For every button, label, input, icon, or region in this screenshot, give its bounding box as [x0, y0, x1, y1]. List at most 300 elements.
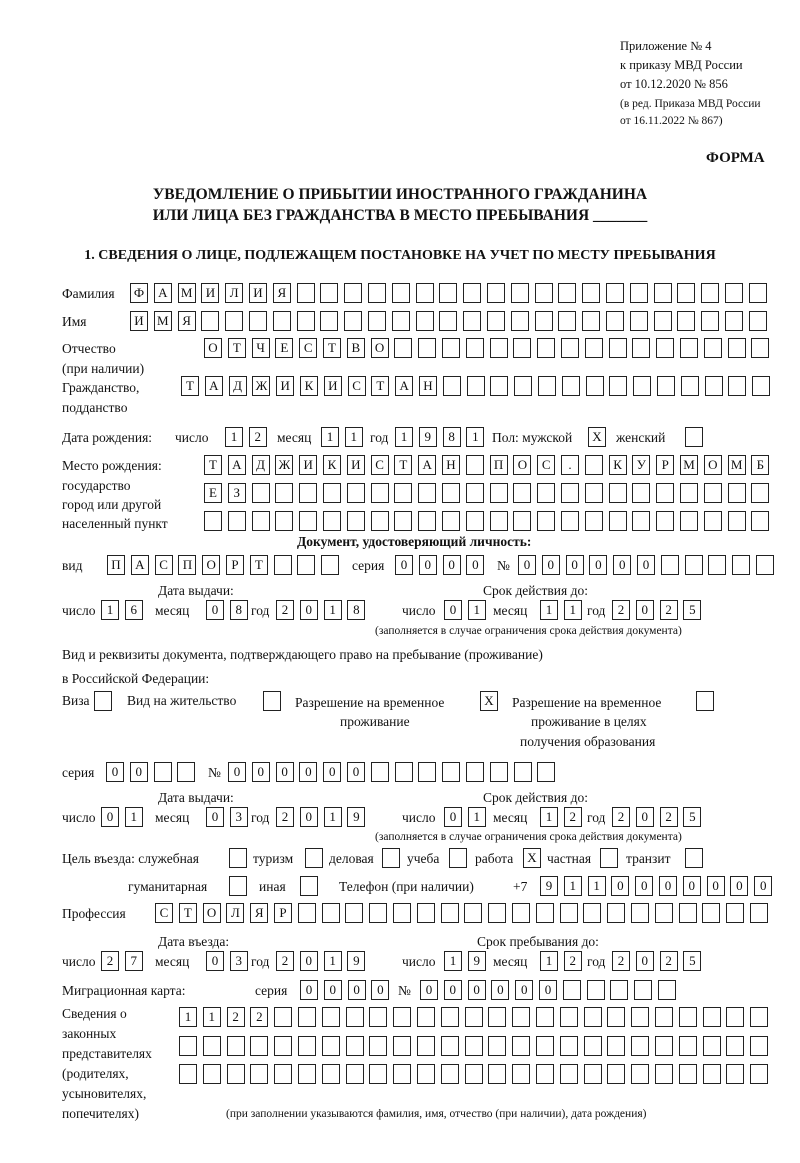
- reps-row3-box[interactable]: [465, 1064, 483, 1084]
- id-issue-year-box[interactable]: 2: [276, 600, 294, 620]
- patronymic-box[interactable]: [418, 338, 436, 358]
- stay-year-box[interactable]: 2: [660, 951, 678, 971]
- id-issue-month-box[interactable]: 0: [206, 600, 224, 620]
- entry-month-box[interactable]: 3: [230, 951, 248, 971]
- reps-row1-box[interactable]: [560, 1007, 578, 1027]
- profession-box[interactable]: [750, 903, 768, 923]
- profession-box[interactable]: [464, 903, 482, 923]
- surname-box[interactable]: [535, 283, 553, 303]
- reps-row3-box[interactable]: [536, 1064, 554, 1084]
- surname-box[interactable]: [439, 283, 457, 303]
- reps-row3-box[interactable]: [560, 1064, 578, 1084]
- birthplace-row3-box[interactable]: [728, 511, 746, 531]
- birthplace-row1-box[interactable]: Б: [751, 455, 769, 475]
- purpose-humanitarian-box[interactable]: [229, 876, 247, 896]
- reps-row2-box[interactable]: [417, 1036, 435, 1056]
- reps-row2-box[interactable]: [703, 1036, 721, 1056]
- name-box[interactable]: [368, 311, 386, 331]
- id-number-box[interactable]: 0: [566, 555, 584, 575]
- mc-number-box[interactable]: [587, 980, 605, 1000]
- permit-number-box[interactable]: [490, 762, 508, 782]
- permit-number-box[interactable]: [514, 762, 532, 782]
- stay-year-box[interactable]: 5: [683, 951, 701, 971]
- permit-series-box[interactable]: 0: [130, 762, 148, 782]
- birthplace-row1-box[interactable]: А: [228, 455, 246, 475]
- patronymic-box[interactable]: [728, 338, 746, 358]
- permit-issue-day-box[interactable]: 1: [125, 807, 143, 827]
- stay-day-box[interactable]: 9: [468, 951, 486, 971]
- birth-month-box[interactable]: 1: [321, 427, 339, 447]
- reps-row2-box[interactable]: [274, 1036, 292, 1056]
- name-box[interactable]: [677, 311, 695, 331]
- reps-row3-box[interactable]: [298, 1064, 316, 1084]
- permit-valid-year-box[interactable]: 5: [683, 807, 701, 827]
- profession-box[interactable]: [417, 903, 435, 923]
- stay-month-box[interactable]: 2: [564, 951, 582, 971]
- mc-number-box[interactable]: [634, 980, 652, 1000]
- mc-number-box[interactable]: [658, 980, 676, 1000]
- name-box[interactable]: [439, 311, 457, 331]
- residence-permit-box[interactable]: [263, 691, 281, 711]
- surname-box[interactable]: [725, 283, 743, 303]
- birthplace-row1-box[interactable]: С: [537, 455, 555, 475]
- id-series-box[interactable]: 0: [419, 555, 437, 575]
- patronymic-box[interactable]: [632, 338, 650, 358]
- permit-issue-year-box[interactable]: 9: [347, 807, 365, 827]
- id-series-box[interactable]: 0: [443, 555, 461, 575]
- purpose-study-box[interactable]: [449, 848, 467, 868]
- surname-box[interactable]: А: [154, 283, 172, 303]
- name-box[interactable]: [463, 311, 481, 331]
- birthplace-row3-box[interactable]: [751, 511, 769, 531]
- birthplace-row1-box[interactable]: О: [513, 455, 531, 475]
- reps-row2-box[interactable]: [679, 1036, 697, 1056]
- birthplace-row1-box[interactable]: М: [728, 455, 746, 475]
- permit-valid-day-box[interactable]: 0: [444, 807, 462, 827]
- birthplace-row1-box[interactable]: У: [632, 455, 650, 475]
- name-box[interactable]: [201, 311, 219, 331]
- birthplace-row1-box[interactable]: Т: [394, 455, 412, 475]
- visa-box[interactable]: [94, 691, 112, 711]
- reps-row1-box[interactable]: 2: [227, 1007, 245, 1027]
- permit-issue-year-box[interactable]: 1: [324, 807, 342, 827]
- reps-row1-box[interactable]: [726, 1007, 744, 1027]
- birthplace-row2-box[interactable]: [442, 483, 460, 503]
- reps-row1-box[interactable]: [488, 1007, 506, 1027]
- patronymic-box[interactable]: [704, 338, 722, 358]
- reps-row2-box[interactable]: [369, 1036, 387, 1056]
- sex-female-box[interactable]: [685, 427, 703, 447]
- profession-box[interactable]: [560, 903, 578, 923]
- birthplace-row3-box[interactable]: [632, 511, 650, 531]
- reps-row2-box[interactable]: [393, 1036, 411, 1056]
- permit-valid-year-box[interactable]: 2: [612, 807, 630, 827]
- citizenship-box[interactable]: [514, 376, 532, 396]
- reps-row1-box[interactable]: [369, 1007, 387, 1027]
- profession-box[interactable]: [441, 903, 459, 923]
- profession-box[interactable]: Л: [226, 903, 244, 923]
- birthplace-row3-box[interactable]: [252, 511, 270, 531]
- surname-box[interactable]: [630, 283, 648, 303]
- reps-row2-box[interactable]: [631, 1036, 649, 1056]
- entry-month-box[interactable]: 0: [206, 951, 224, 971]
- profession-box[interactable]: [322, 903, 340, 923]
- id-number-box[interactable]: 0: [589, 555, 607, 575]
- entry-day-box[interactable]: 2: [101, 951, 119, 971]
- name-box[interactable]: [273, 311, 291, 331]
- birthplace-row1-box[interactable]: Н: [442, 455, 460, 475]
- id-valid-year-box[interactable]: 2: [612, 600, 630, 620]
- reps-row2-box[interactable]: [584, 1036, 602, 1056]
- birthplace-row2-box[interactable]: [537, 483, 555, 503]
- birthplace-row3-box[interactable]: [394, 511, 412, 531]
- phone-box[interactable]: 0: [754, 876, 772, 896]
- reps-row3-box[interactable]: [322, 1064, 340, 1084]
- id-number-box[interactable]: [732, 555, 750, 575]
- reps-row1-box[interactable]: [584, 1007, 602, 1027]
- reps-row1-box[interactable]: [679, 1007, 697, 1027]
- reps-row1-box[interactable]: [631, 1007, 649, 1027]
- birthplace-row1-box[interactable]: Ж: [275, 455, 293, 475]
- profession-box[interactable]: [726, 903, 744, 923]
- surname-box[interactable]: [297, 283, 315, 303]
- phone-box[interactable]: 1: [588, 876, 606, 896]
- birthplace-row1-box[interactable]: И: [347, 455, 365, 475]
- birth-month-box[interactable]: 1: [345, 427, 363, 447]
- reps-row3-box[interactable]: [655, 1064, 673, 1084]
- surname-box[interactable]: Я: [273, 283, 291, 303]
- reps-row2-box[interactable]: [322, 1036, 340, 1056]
- surname-box[interactable]: Л: [225, 283, 243, 303]
- id-kind-box[interactable]: [321, 555, 339, 575]
- name-box[interactable]: [392, 311, 410, 331]
- birthplace-row3-box[interactable]: [275, 511, 293, 531]
- profession-box[interactable]: [583, 903, 601, 923]
- name-box[interactable]: [535, 311, 553, 331]
- birthplace-row1-box[interactable]: О: [704, 455, 722, 475]
- reps-row3-box[interactable]: [512, 1064, 530, 1084]
- citizenship-box[interactable]: А: [205, 376, 223, 396]
- birthplace-row3-box[interactable]: [513, 511, 531, 531]
- patronymic-box[interactable]: Е: [275, 338, 293, 358]
- permit-valid-month-box[interactable]: 1: [540, 807, 558, 827]
- name-box[interactable]: [344, 311, 362, 331]
- reps-row1-box[interactable]: [536, 1007, 554, 1027]
- reps-row2-box[interactable]: [179, 1036, 197, 1056]
- profession-box[interactable]: [298, 903, 316, 923]
- profession-box[interactable]: С: [155, 903, 173, 923]
- permit-series-box[interactable]: [177, 762, 195, 782]
- birthplace-row3-box[interactable]: [418, 511, 436, 531]
- reps-row1-box[interactable]: [512, 1007, 530, 1027]
- surname-box[interactable]: М: [178, 283, 196, 303]
- permit-number-box[interactable]: 0: [228, 762, 246, 782]
- permit-issue-year-box[interactable]: 2: [276, 807, 294, 827]
- reps-row1-box[interactable]: [393, 1007, 411, 1027]
- entry-day-box[interactable]: 7: [125, 951, 143, 971]
- citizenship-box[interactable]: [752, 376, 770, 396]
- phone-box[interactable]: 0: [707, 876, 725, 896]
- reps-row1-box[interactable]: [465, 1007, 483, 1027]
- patronymic-box[interactable]: [751, 338, 769, 358]
- reps-row3-box[interactable]: [179, 1064, 197, 1084]
- id-number-box[interactable]: 0: [613, 555, 631, 575]
- birthplace-row2-box[interactable]: [751, 483, 769, 503]
- reps-row3-box[interactable]: [607, 1064, 625, 1084]
- name-box[interactable]: [630, 311, 648, 331]
- surname-box[interactable]: И: [201, 283, 219, 303]
- purpose-other-box[interactable]: [300, 876, 318, 896]
- name-box[interactable]: [249, 311, 267, 331]
- reps-row3-box[interactable]: [250, 1064, 268, 1084]
- surname-box[interactable]: [582, 283, 600, 303]
- patronymic-box[interactable]: Т: [228, 338, 246, 358]
- patronymic-box[interactable]: [609, 338, 627, 358]
- name-box[interactable]: М: [154, 311, 172, 331]
- birthplace-row3-box[interactable]: [466, 511, 484, 531]
- reps-row1-box[interactable]: [655, 1007, 673, 1027]
- surname-box[interactable]: И: [249, 283, 267, 303]
- citizenship-box[interactable]: [538, 376, 556, 396]
- reps-row3-box[interactable]: [393, 1064, 411, 1084]
- id-valid-year-box[interactable]: 0: [636, 600, 654, 620]
- birthplace-row2-box[interactable]: [394, 483, 412, 503]
- reps-row3-box[interactable]: [227, 1064, 245, 1084]
- patronymic-box[interactable]: [513, 338, 531, 358]
- birthplace-row3-box[interactable]: [323, 511, 341, 531]
- mc-number-box[interactable]: 0: [468, 980, 486, 1000]
- birthplace-row1-box[interactable]: А: [418, 455, 436, 475]
- name-box[interactable]: [297, 311, 315, 331]
- birthplace-row3-box[interactable]: [299, 511, 317, 531]
- reps-row3-box[interactable]: [750, 1064, 768, 1084]
- permit-issue-month-box[interactable]: 0: [206, 807, 224, 827]
- birthplace-row2-box[interactable]: [275, 483, 293, 503]
- birthplace-row2-box[interactable]: [585, 483, 603, 503]
- birthplace-row2-box[interactable]: [680, 483, 698, 503]
- birthplace-row2-box[interactable]: Е: [204, 483, 222, 503]
- reps-row3-box[interactable]: [417, 1064, 435, 1084]
- surname-box[interactable]: [463, 283, 481, 303]
- reps-row2-box[interactable]: [203, 1036, 221, 1056]
- mc-number-box[interactable]: 0: [539, 980, 557, 1000]
- citizenship-box[interactable]: К: [300, 376, 318, 396]
- name-box[interactable]: [701, 311, 719, 331]
- birthplace-row3-box[interactable]: [204, 511, 222, 531]
- surname-box[interactable]: [416, 283, 434, 303]
- temp-residence-box[interactable]: X: [480, 691, 498, 711]
- patronymic-box[interactable]: [656, 338, 674, 358]
- citizenship-box[interactable]: И: [276, 376, 294, 396]
- reps-row1-box[interactable]: [417, 1007, 435, 1027]
- reps-row2-box[interactable]: [465, 1036, 483, 1056]
- profession-box[interactable]: [393, 903, 411, 923]
- profession-box[interactable]: [631, 903, 649, 923]
- birthplace-row3-box[interactable]: [490, 511, 508, 531]
- birthplace-row3-box[interactable]: [656, 511, 674, 531]
- permit-series-box[interactable]: [154, 762, 172, 782]
- citizenship-box[interactable]: [705, 376, 723, 396]
- stay-year-box[interactable]: 0: [636, 951, 654, 971]
- citizenship-box[interactable]: Д: [229, 376, 247, 396]
- reps-row1-box[interactable]: 1: [179, 1007, 197, 1027]
- reps-row1-box[interactable]: [346, 1007, 364, 1027]
- permit-number-box[interactable]: 0: [347, 762, 365, 782]
- sex-male-box[interactable]: X: [588, 427, 606, 447]
- birthplace-row1-box[interactable]: Т: [204, 455, 222, 475]
- name-box[interactable]: [225, 311, 243, 331]
- patronymic-box[interactable]: В: [347, 338, 365, 358]
- birthplace-row3-box[interactable]: [585, 511, 603, 531]
- permit-issue-month-box[interactable]: 3: [230, 807, 248, 827]
- id-number-box[interactable]: [708, 555, 726, 575]
- reps-row3-box[interactable]: [703, 1064, 721, 1084]
- id-number-box[interactable]: [661, 555, 679, 575]
- reps-row3-box[interactable]: [488, 1064, 506, 1084]
- phone-box[interactable]: 0: [683, 876, 701, 896]
- permit-number-box[interactable]: [442, 762, 460, 782]
- birthplace-row3-box[interactable]: [228, 511, 246, 531]
- citizenship-box[interactable]: И: [324, 376, 342, 396]
- id-kind-box[interactable]: Т: [250, 555, 268, 575]
- name-box[interactable]: [320, 311, 338, 331]
- birthplace-row2-box[interactable]: [561, 483, 579, 503]
- profession-box[interactable]: [512, 903, 530, 923]
- permit-valid-day-box[interactable]: 1: [468, 807, 486, 827]
- id-number-box[interactable]: 0: [518, 555, 536, 575]
- purpose-tourism-box[interactable]: [305, 848, 323, 868]
- id-valid-year-box[interactable]: 2: [660, 600, 678, 620]
- permit-number-box[interactable]: 0: [323, 762, 341, 782]
- patronymic-box[interactable]: [680, 338, 698, 358]
- citizenship-box[interactable]: [728, 376, 746, 396]
- reps-row2-box[interactable]: [726, 1036, 744, 1056]
- profession-box[interactable]: [655, 903, 673, 923]
- reps-row2-box[interactable]: [655, 1036, 673, 1056]
- reps-row2-box[interactable]: [441, 1036, 459, 1056]
- birthplace-row3-box[interactable]: [537, 511, 555, 531]
- phone-box[interactable]: 0: [635, 876, 653, 896]
- stay-month-box[interactable]: 1: [540, 951, 558, 971]
- profession-box[interactable]: Я: [250, 903, 268, 923]
- entry-year-box[interactable]: 2: [276, 951, 294, 971]
- name-box[interactable]: Я: [178, 311, 196, 331]
- birthplace-row2-box[interactable]: [347, 483, 365, 503]
- permit-number-box[interactable]: [466, 762, 484, 782]
- mc-series-box[interactable]: 0: [371, 980, 389, 1000]
- reps-row1-box[interactable]: [703, 1007, 721, 1027]
- name-box[interactable]: [416, 311, 434, 331]
- patronymic-box[interactable]: [490, 338, 508, 358]
- surname-box[interactable]: [392, 283, 410, 303]
- name-box[interactable]: [511, 311, 529, 331]
- permit-valid-year-box[interactable]: 2: [660, 807, 678, 827]
- id-number-box[interactable]: [685, 555, 703, 575]
- entry-year-box[interactable]: 9: [347, 951, 365, 971]
- mc-series-box[interactable]: 0: [300, 980, 318, 1000]
- reps-row2-box[interactable]: [298, 1036, 316, 1056]
- birthplace-row2-box[interactable]: [513, 483, 531, 503]
- id-kind-box[interactable]: [297, 555, 315, 575]
- citizenship-box[interactable]: [562, 376, 580, 396]
- stay-day-box[interactable]: 1: [444, 951, 462, 971]
- id-kind-box[interactable]: А: [131, 555, 149, 575]
- mc-number-box[interactable]: 0: [420, 980, 438, 1000]
- id-issue-year-box[interactable]: 1: [324, 600, 342, 620]
- birthplace-row2-box[interactable]: [632, 483, 650, 503]
- profession-box[interactable]: [369, 903, 387, 923]
- name-box[interactable]: [749, 311, 767, 331]
- reps-row1-box[interactable]: [750, 1007, 768, 1027]
- id-valid-day-box[interactable]: 0: [444, 600, 462, 620]
- birthplace-row1-box[interactable]: М: [680, 455, 698, 475]
- birth-day-box[interactable]: 2: [249, 427, 267, 447]
- permit-series-box[interactable]: 0: [106, 762, 124, 782]
- citizenship-box[interactable]: [490, 376, 508, 396]
- birthplace-row1-box[interactable]: Д: [252, 455, 270, 475]
- mc-series-box[interactable]: 0: [324, 980, 342, 1000]
- purpose-private-box[interactable]: [600, 848, 618, 868]
- permit-number-box[interactable]: 0: [299, 762, 317, 782]
- surname-box[interactable]: [511, 283, 529, 303]
- birthplace-row3-box[interactable]: [609, 511, 627, 531]
- permit-number-box[interactable]: [418, 762, 436, 782]
- birthplace-row2-box[interactable]: [252, 483, 270, 503]
- citizenship-box[interactable]: [681, 376, 699, 396]
- id-issue-year-box[interactable]: 8: [347, 600, 365, 620]
- id-kind-box[interactable]: П: [107, 555, 125, 575]
- birthplace-row1-box[interactable]: .: [561, 455, 579, 475]
- patronymic-box[interactable]: Ч: [252, 338, 270, 358]
- id-kind-box[interactable]: О: [202, 555, 220, 575]
- patronymic-box[interactable]: О: [204, 338, 222, 358]
- birthplace-row1-box[interactable]: И: [299, 455, 317, 475]
- purpose-work-box[interactable]: X: [523, 848, 541, 868]
- birthplace-row3-box[interactable]: [704, 511, 722, 531]
- birthplace-row2-box[interactable]: [704, 483, 722, 503]
- birthplace-row1-box[interactable]: [585, 455, 603, 475]
- mc-number-box[interactable]: 0: [491, 980, 509, 1000]
- birthplace-row1-box[interactable]: П: [490, 455, 508, 475]
- permit-number-box[interactable]: 0: [276, 762, 294, 782]
- citizenship-box[interactable]: [633, 376, 651, 396]
- surname-box[interactable]: [677, 283, 695, 303]
- reps-row1-box[interactable]: [607, 1007, 625, 1027]
- reps-row2-box[interactable]: [488, 1036, 506, 1056]
- birthplace-row2-box[interactable]: [466, 483, 484, 503]
- id-issue-day-box[interactable]: 1: [101, 600, 119, 620]
- id-number-box[interactable]: 0: [637, 555, 655, 575]
- phone-box[interactable]: 0: [659, 876, 677, 896]
- profession-box[interactable]: [536, 903, 554, 923]
- reps-row2-box[interactable]: [560, 1036, 578, 1056]
- mc-number-box[interactable]: [563, 980, 581, 1000]
- mc-number-box[interactable]: 0: [444, 980, 462, 1000]
- name-box[interactable]: [606, 311, 624, 331]
- reps-row2-box[interactable]: [346, 1036, 364, 1056]
- name-box[interactable]: [487, 311, 505, 331]
- profession-box[interactable]: [607, 903, 625, 923]
- surname-box[interactable]: [701, 283, 719, 303]
- profession-box[interactable]: [679, 903, 697, 923]
- citizenship-box[interactable]: [467, 376, 485, 396]
- citizenship-box[interactable]: Н: [419, 376, 437, 396]
- patronymic-box[interactable]: [394, 338, 412, 358]
- patronymic-box[interactable]: [442, 338, 460, 358]
- purpose-official-box[interactable]: [229, 848, 247, 868]
- permit-number-box[interactable]: 0: [252, 762, 270, 782]
- patronymic-box[interactable]: Т: [323, 338, 341, 358]
